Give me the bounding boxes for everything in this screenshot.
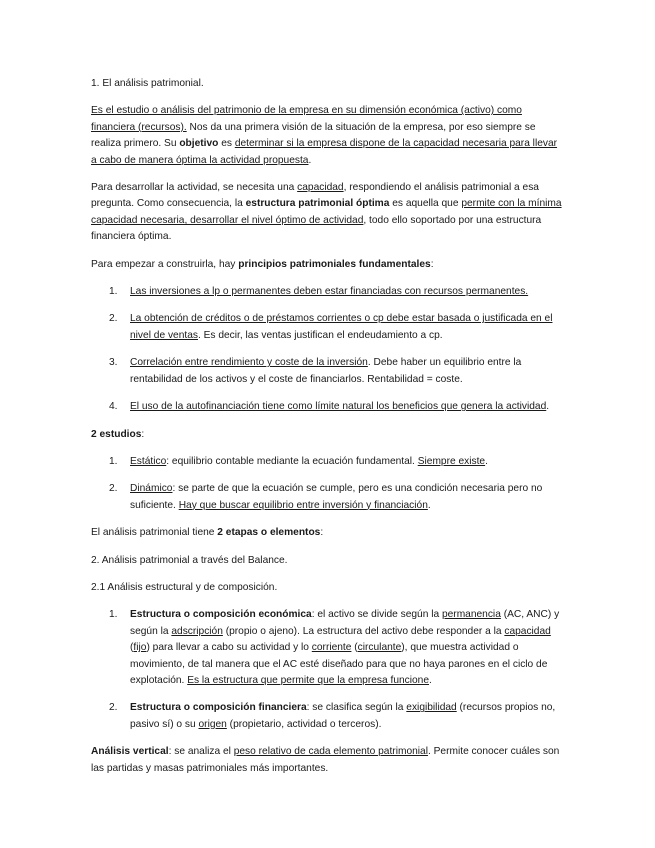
underlined-text: permite con la mínima capacidad necesaria, desarrollar el nivel óptimo de actividad — [91, 198, 562, 226]
text-run: (propio o ajeno). La estructura del activo debe responder a la — [222, 625, 505, 637]
underlined-text: Es el estudio o análisis del patrimonio de la empresa en su dimensión económica (activo) como financiera (recursos). — [91, 105, 522, 133]
underlined-text: origen — [198, 718, 227, 730]
intro-paragraph — [91, 103, 565, 169]
underlined-text: La obtención de créditos o de préstamos corrientes o cp debe estar basada o justificada en el nivel de ventas — [130, 313, 553, 341]
text-run: : — [141, 428, 145, 440]
stages-paragraph — [91, 525, 565, 541]
studies-heading — [91, 427, 565, 443]
section-heading-2: 2. Análisis patrimonial a través del Balance. — [91, 554, 288, 566]
underlined-text: Correlación entre rendimiento y coste de la inversión — [130, 357, 368, 369]
underlined-text: Dinámico — [130, 483, 173, 495]
text-run: . Es decir, las ventas justifican el endeudamiento a cp. — [197, 329, 443, 341]
list-item-number: 2. — [109, 702, 118, 714]
text-run: . — [429, 674, 432, 686]
bold-text: principios patrimoniales fundamentales — [238, 258, 431, 270]
underlined-text: permanencia — [441, 609, 501, 621]
list-item-number: 4. — [109, 401, 118, 413]
list-item — [91, 399, 565, 415]
text-run: . — [546, 401, 550, 413]
list-item — [91, 454, 565, 470]
text-run: . Debe haber un equilibrio entre la rentabilidad de los activos y el coste de financiarlos. Rentabilidad = coste. — [130, 357, 522, 385]
studies-list — [91, 454, 565, 514]
list-item — [91, 284, 565, 300]
section-heading-1: 1. El análisis patrimonial. — [91, 78, 204, 89]
list-item-number: 2. — [109, 483, 118, 495]
bold-text: 2 etapas o elementos — [217, 527, 321, 539]
text-run: , respondiendo el análisis patrimonial a esa pregunta. Como consecuencia, la — [91, 182, 539, 210]
underlined-text: Hay que buscar equilibrio entre inversión y financiación — [178, 499, 428, 511]
underlined-text: Siempre existe — [417, 455, 486, 467]
text-run: . — [485, 455, 488, 467]
text-run: ( — [130, 642, 134, 654]
bold-text: Estructura o composición económica — [130, 609, 312, 621]
list-item — [91, 700, 565, 733]
text-run: : se parte de que la ecuación se cumple, pero es una condición necesaria pero no suficiente. — [130, 483, 543, 511]
text-run: : se clasifica según la — [306, 702, 407, 714]
underlined-text: corriente — [311, 642, 352, 654]
underlined-text: determinar si la empresa dispone de la capacidad necesaria para llevar a cabo de manera óptima la actividad propuesta — [91, 138, 558, 166]
underlined-text: capacidad — [504, 625, 551, 637]
text-run: ), que muestra actividad o movimiento, de tal manera que el AC esté diseñado para que no haya parones en el ciclo de explotación. — [130, 642, 548, 686]
bold-text: Análisis vertical — [91, 746, 169, 758]
underlined-text: adscripción — [171, 625, 223, 637]
list-item — [91, 311, 565, 344]
underlined-text: El uso de la autofinanciación tiene como límite natural los beneficios que genera la actividad — [130, 401, 547, 413]
text-run: ( — [351, 642, 358, 654]
underlined-text: capacidad — [297, 182, 344, 194]
text-run: Para desarrollar la actividad, se necesita una — [91, 182, 298, 194]
list-item-number: 1. — [109, 455, 118, 467]
text-run: : equilibrio contable mediante la ecuación fundamental. — [166, 455, 418, 467]
bold-text: objetivo — [179, 138, 219, 150]
text-run: : — [320, 527, 324, 539]
list-item-number: 1. — [109, 609, 118, 621]
vertical-analysis-paragraph — [91, 744, 565, 777]
text-run: : se analiza el — [168, 746, 234, 758]
underlined-text: Estático — [130, 455, 167, 467]
text-run: Nos da una primera visión de la situación de la empresa, por eso siempre se realiza primero. Su — [91, 121, 536, 150]
list-item-number: 2. — [109, 313, 118, 325]
text-run: : — [430, 258, 434, 270]
list-item-number: 1. — [109, 286, 118, 298]
bold-text: estructura patrimonial óptima — [245, 198, 390, 210]
text-run: ) para llevar a cabo su actividad y lo — [146, 642, 312, 654]
text-run: es aquella que — [389, 198, 462, 210]
structures-list — [91, 607, 565, 733]
text-run: . — [427, 499, 431, 511]
list-item — [91, 355, 565, 388]
underlined-text: circulante — [357, 642, 402, 654]
underlined-text: peso relativo de cada elemento patrimonial — [233, 746, 428, 758]
underlined-text: fijo — [133, 642, 147, 654]
text-run: , todo ello soportado por una estructura financiera óptima. — [91, 214, 542, 243]
list-item — [91, 607, 565, 689]
text-run: Para empezar a construirla, hay — [91, 258, 239, 270]
text-run: . — [308, 154, 312, 166]
text-run: . Permite conocer cuáles son las partidas y masas patrimoniales más importantes. — [91, 746, 560, 774]
principles-intro — [91, 257, 565, 273]
underlined-text: Las inversiones a lp o permanentes deben estar financiadas con recursos permanentes. — [130, 286, 529, 298]
underlined-text: exigibilidad — [406, 702, 457, 714]
text-run: : el activo se divide según la — [311, 609, 442, 621]
text-run: (recursos propios no, pasivo sí) o su — [130, 702, 556, 730]
text-run: (AC, ANC) y según la — [130, 609, 560, 637]
bold-text: 2 estudios — [91, 428, 142, 440]
underlined-text: Es la estructura que permite que la empresa funcione — [187, 674, 430, 686]
list-item-number: 3. — [109, 357, 118, 369]
principles-list — [91, 284, 565, 415]
bold-text: Estructura o composición financiera — [130, 702, 307, 714]
list-item — [91, 481, 565, 514]
section-heading-2-1: 2.1 Análisis estructural y de composición. — [91, 581, 278, 593]
capacity-paragraph — [91, 180, 565, 246]
text-run: es — [218, 138, 235, 150]
text-run: El análisis patrimonial tiene — [91, 527, 218, 539]
text-run: (propietario, actividad o terceros). — [226, 718, 382, 730]
